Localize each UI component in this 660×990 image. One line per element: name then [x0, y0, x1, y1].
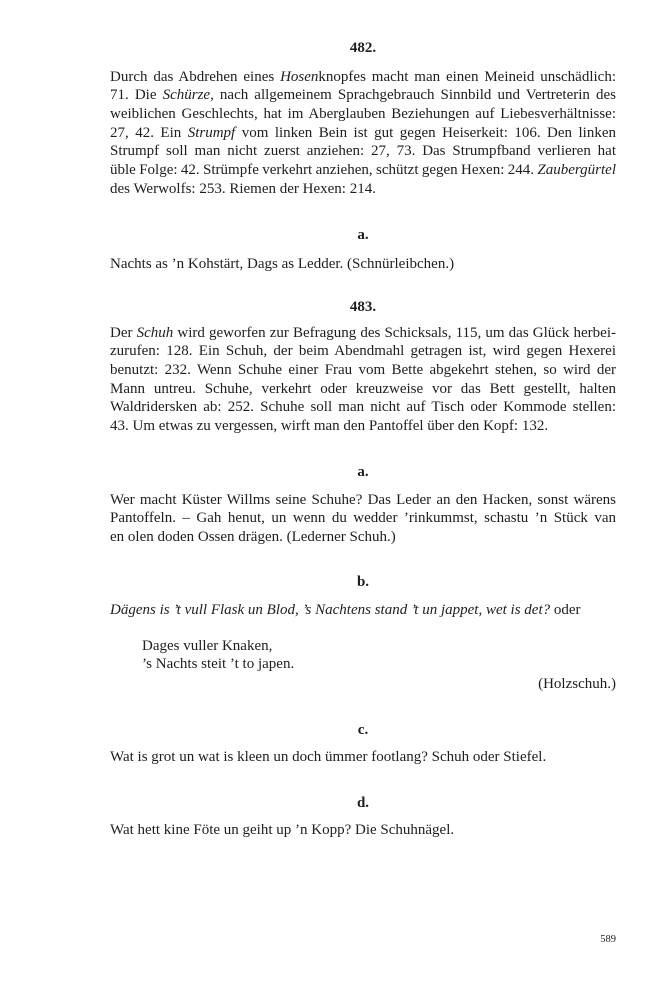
- text-run: weiblichen Geschlechts, hat im Aberglauben Beziehungen auf Liebesverhältnisse:: [110, 105, 616, 122]
- riddle-label-483-c: c.: [357, 721, 369, 738]
- text-run: Der: [110, 324, 137, 341]
- verse-line: Dages vuller Knaken,: [142, 637, 273, 654]
- text-run: oder: [550, 601, 581, 618]
- line-content: [110, 87, 616, 103]
- riddle-text-482-a: [110, 255, 616, 274]
- text-run: Strumpf soll man nicht zuerst anziehen: 27, 73. Das Strumpfband verlieren hat: [110, 143, 616, 160]
- line-content: [110, 69, 616, 85]
- italic-text: Strumpf: [187, 124, 236, 141]
- text-line: [110, 380, 616, 399]
- text-run: Wat hett kine Föte un geiht up ’n Kopp? Die Schuhnägel.: [110, 821, 455, 838]
- riddle-text-483-c: [110, 748, 616, 767]
- verse-line: ’s Nachts steit ’t to japen.: [142, 656, 295, 673]
- text-run: nach allgemeinem Sprachgebrauch Sinnbild und Vertreterin des: [213, 87, 616, 104]
- line-content: [110, 749, 546, 765]
- line-content: [110, 343, 616, 359]
- entry-text-483: [110, 324, 616, 436]
- text-run: Durch das Abdrehen eines: [110, 68, 281, 85]
- riddle-text-483-d: [110, 821, 616, 840]
- line-content: [110, 529, 396, 545]
- text-line: [110, 86, 616, 105]
- line-content: [110, 510, 616, 526]
- riddle-verse: [142, 637, 294, 674]
- text-run: Pantoffeln. – Gah henut, un wenn du wedder ’rinkummst, schastu ’n Stück van: [110, 510, 616, 527]
- text-line: [110, 491, 616, 510]
- line-content: [110, 325, 616, 341]
- riddle-text-483-b: [110, 601, 616, 620]
- riddle-label-483-b: b.: [356, 573, 370, 590]
- text-line: [110, 398, 616, 417]
- text-line: [110, 105, 616, 124]
- line-content: [110, 381, 616, 397]
- text-run: vom linken Bein ist gut gegen Heiserkeit: 106. Den linken: [235, 124, 617, 141]
- line-content: [110, 418, 548, 434]
- entry-number-483: 483.: [349, 298, 377, 315]
- text-line: [110, 124, 616, 143]
- riddle-label-482-a: a.: [357, 226, 369, 243]
- line-content: [110, 181, 376, 197]
- text-line: [110, 161, 616, 180]
- line-content: [110, 256, 454, 272]
- text-line: [110, 417, 616, 436]
- text-line: [110, 601, 616, 620]
- italic-text: Hosen: [280, 68, 319, 85]
- line-content: [110, 162, 616, 178]
- text-line: [110, 748, 616, 767]
- line-content: [110, 125, 616, 141]
- text-run: Nachts as ’n Kohstärt, Dags as Ledder. (Schnürleibchen.): [110, 255, 455, 272]
- text-run: Wer macht Küster Willms seine Schuhe? Das Leder an den Hacken, sonst wärens: [110, 491, 616, 508]
- riddle-answer: (Holzschuh.): [538, 675, 616, 692]
- text-run: 27, 42. Ein: [110, 124, 188, 141]
- text-line: [110, 180, 616, 199]
- italic-text: Schuh: [136, 324, 174, 341]
- text-line: [110, 324, 616, 343]
- text-line: [110, 255, 616, 274]
- text-line: [110, 509, 616, 528]
- text-run: wird geworfen zur Befragung des Schicksals, 115, um das Glück herbei-: [173, 324, 616, 341]
- text-run: zurufen: 128. Ein Schuh, der beim Abendmahl getragen ist, wird gegen Hexerei: [110, 343, 616, 360]
- riddle-label-483-a: a.: [357, 463, 369, 480]
- text-line: [110, 68, 616, 87]
- line-content: [110, 399, 616, 415]
- riddle-text-483-a: [110, 491, 616, 547]
- text-line: [110, 342, 616, 361]
- text-run: 43. Um etwas zu vergessen, wirft man den Pantoffel über den Kopf: 132.: [110, 417, 549, 434]
- entry-number-482: 482.: [349, 39, 377, 56]
- entry-text-482: [110, 68, 616, 199]
- line-content: [110, 822, 454, 838]
- text-run: Mann untreu. Schuhe, verkehrt oder kreuzweise vor das Bett gestellt, halten: [110, 380, 616, 397]
- text-run: knopfes macht man einen Meineid unschädlich:: [318, 68, 617, 85]
- line-content: [110, 492, 616, 508]
- line-content: [110, 143, 616, 159]
- line-content: [110, 106, 616, 122]
- text-run: 71. Die: [110, 87, 163, 104]
- italic-text: Zaubergürtel: [537, 161, 616, 178]
- line-content: [110, 362, 616, 378]
- text-line: [110, 821, 616, 840]
- text-run: benutzt: 232. Wenn Schuhe einer Frau vom Bette abgekehrt stehen, so wird der: [110, 361, 616, 378]
- text-run: Wat is grot un wat is kleen un doch ümmer footlang? Schuh oder Stiefel.: [110, 748, 547, 765]
- text-run: en olen doden Ossen drägen. (Lederner Schuh.): [110, 528, 396, 545]
- riddle-label-483-d: d.: [356, 794, 370, 811]
- text-line: [110, 528, 616, 547]
- italic-text: Schürze,: [162, 87, 214, 104]
- text-run: des Werwolfs: 253. Riemen der Hexen: 214.: [110, 180, 376, 197]
- text-run: üble Folge: 42. Strümpfe verkehrt anziehen, schützt gegen Hexen: 244.: [110, 161, 538, 178]
- text-line: [110, 142, 616, 161]
- text-line: [110, 361, 616, 380]
- text-run: Waldridersken ab: 252. Schuhe soll man nicht auf Tisch oder Kommode stellen:: [110, 399, 616, 416]
- line-content: [110, 602, 581, 618]
- italic-text: Dägens is ’t vull Flask un Blod, ’s Nachtens stand ’t un jappet, wet is det?: [110, 601, 551, 618]
- page-number: 589: [600, 934, 616, 945]
